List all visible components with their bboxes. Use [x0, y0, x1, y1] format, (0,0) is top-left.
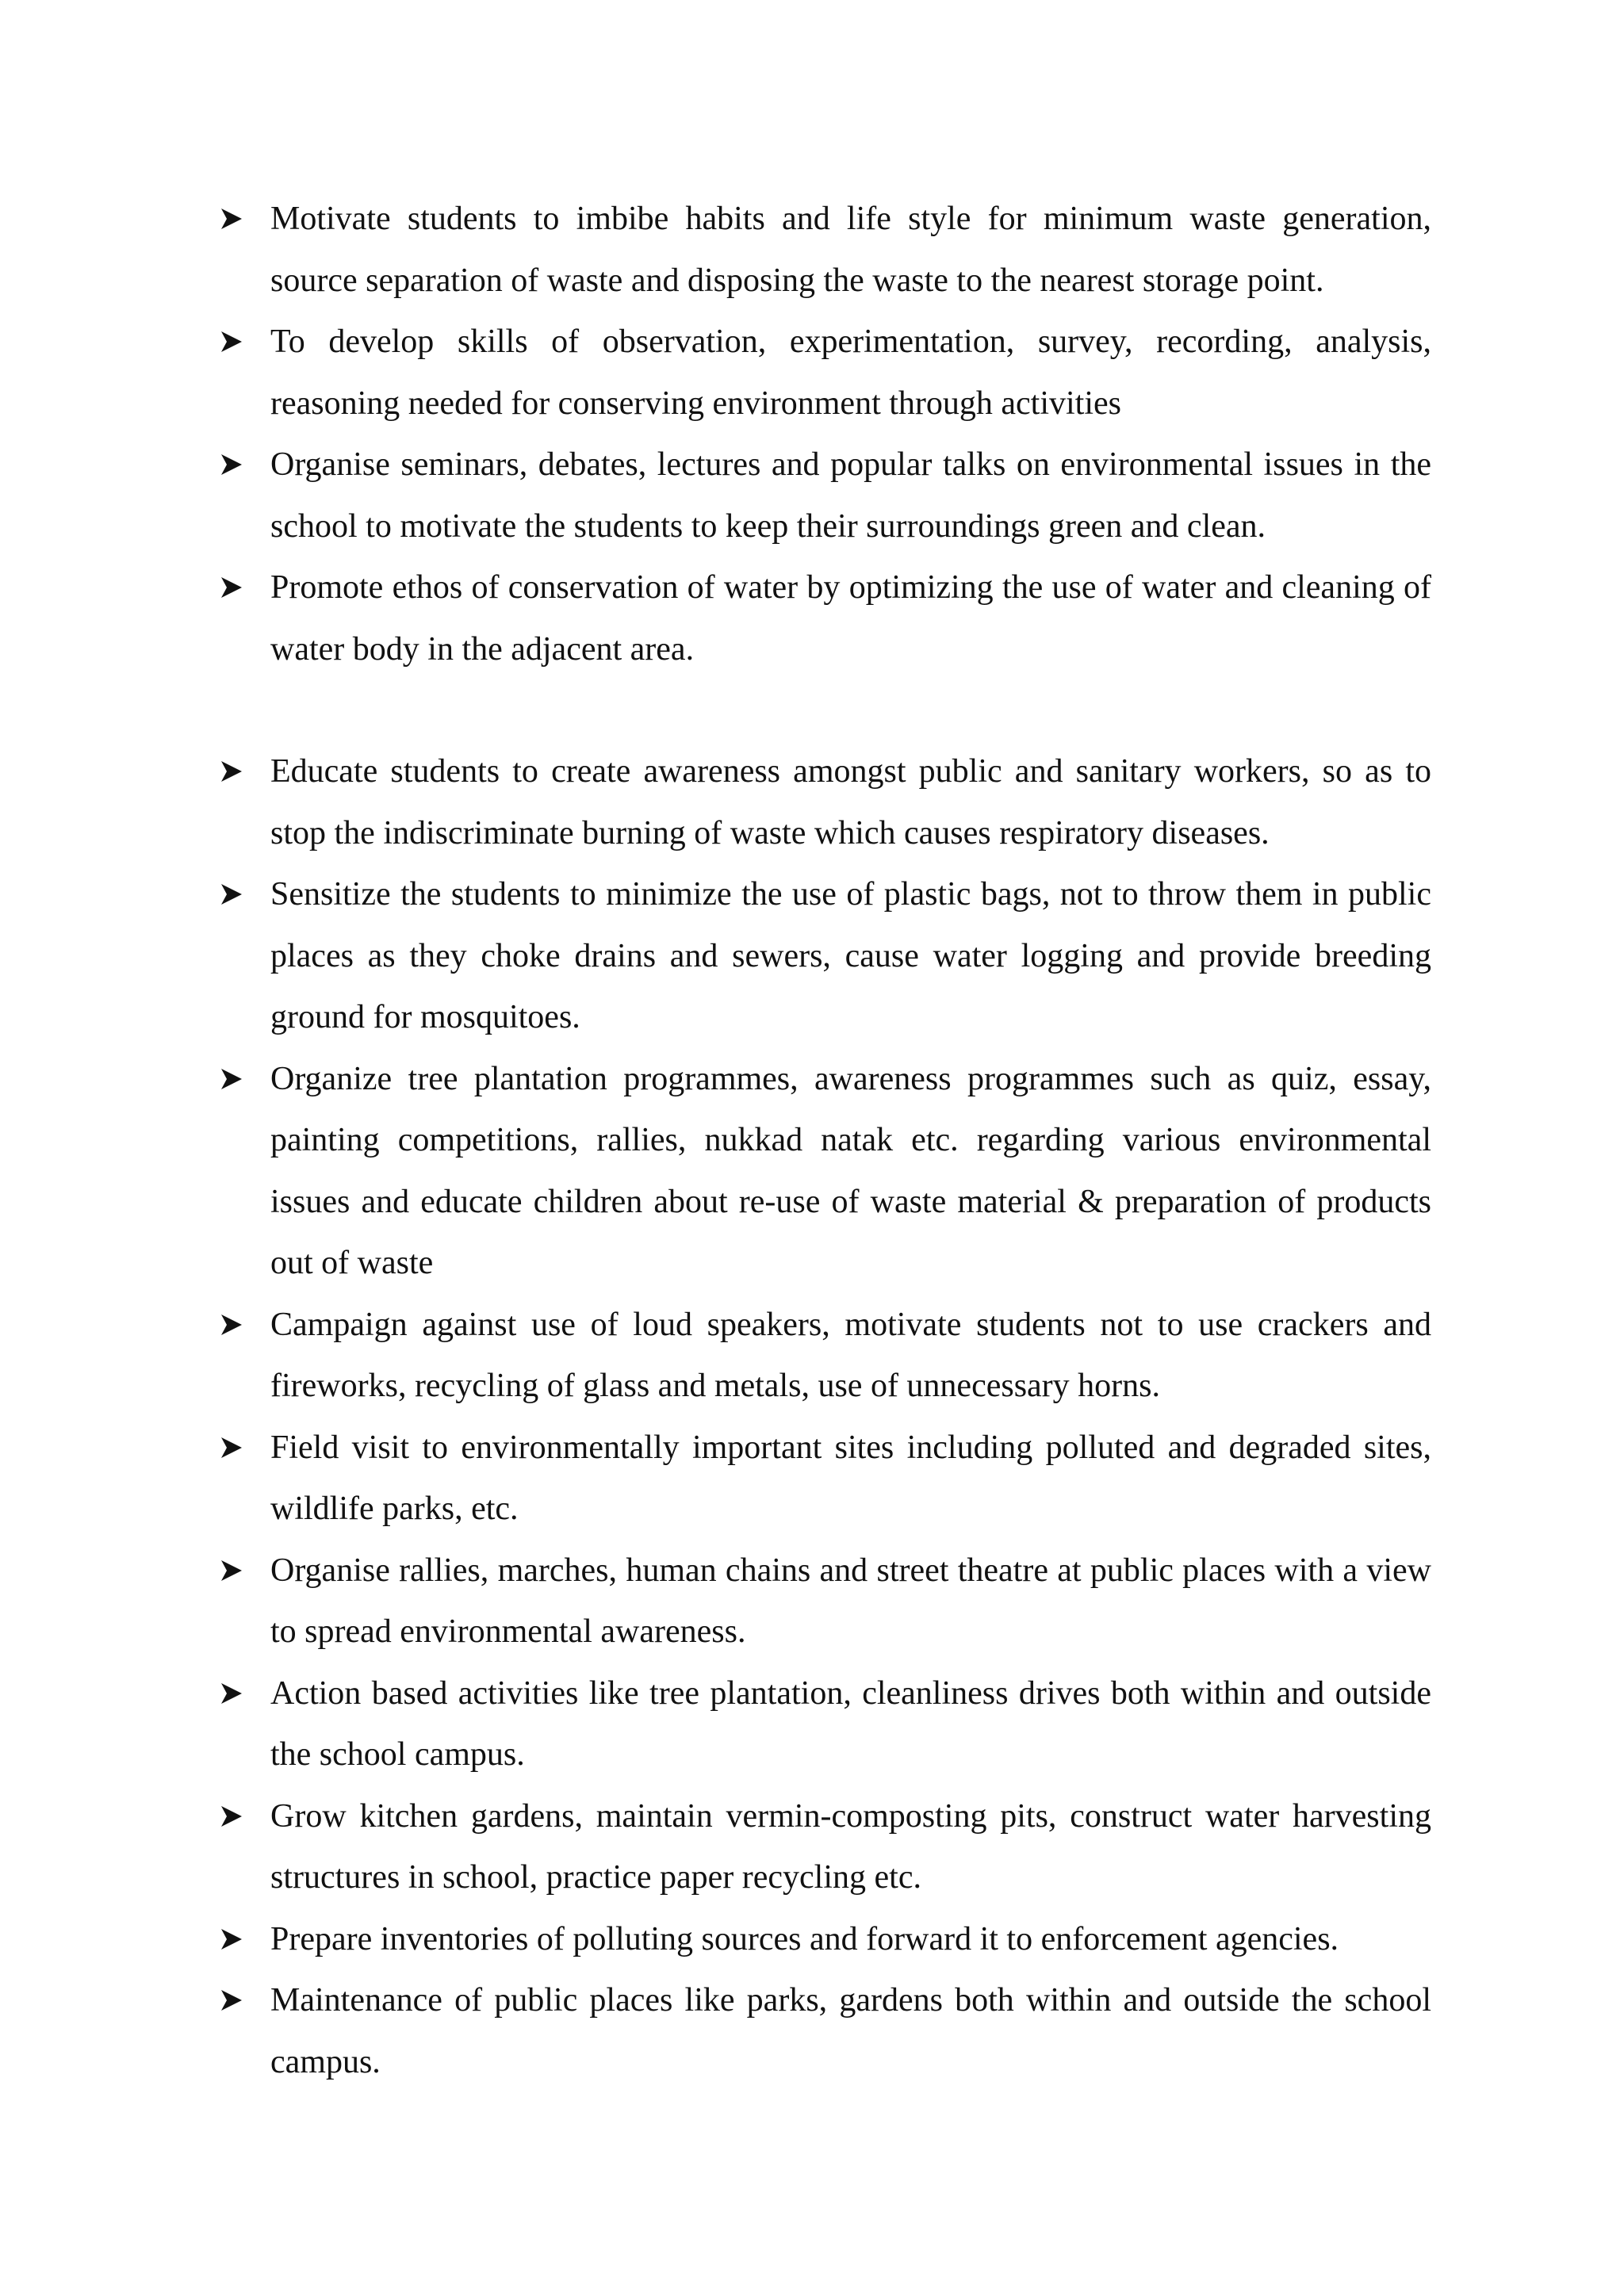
arrowhead-bullet-icon — [220, 207, 243, 231]
arrowhead-bullet-icon — [220, 1927, 243, 1951]
list-item — [218, 864, 1431, 1049]
bullet-text: Maintenance of public places like parks, gardens both within and outside the school campus. — [270, 1982, 1431, 2080]
bullet-text: Motivate students to imbibe habits and life style for minimum waste generation, source separation of waste and disposing the waste to the nearest storage point. — [270, 201, 1431, 299]
list-item — [218, 557, 1431, 680]
list-item — [218, 1049, 1431, 1295]
bullet-text: Prepare inventories of polluting sources and forward it to enforcement agencies. — [270, 1920, 1339, 1957]
list-item — [218, 1970, 1431, 2093]
arrowhead-bullet-icon — [220, 330, 243, 354]
bullet-text: Campaign against use of loud speakers, motivate students not to use crackers and fireworks, recycling of glass and metals, use of unnecessary horns. — [270, 1306, 1431, 1404]
list-item — [218, 1295, 1431, 1418]
bullet-text: Sensitize the students to minimize the use of plastic bags, not to throw them in public places as they choke drains and sewers, cause water logging and provide breeding ground for mosquitoes. — [270, 876, 1431, 1035]
list-item — [218, 189, 1431, 312]
list-item — [218, 1418, 1431, 1540]
list-item — [218, 434, 1431, 557]
arrowhead-bullet-icon — [220, 1804, 243, 1828]
list-item — [218, 1540, 1431, 1663]
bullet-text: Promote ethos of conservation of water by optimizing the use of water and cleaning of water body in the adjacent area. — [270, 569, 1431, 668]
bullet-text: Field visit to environmentally important sites including polluted and degraded sites, wildlife parks, etc. — [270, 1429, 1431, 1527]
bullet-text: Action based activities like tree plantation, cleanliness drives both within and outside the school campus. — [270, 1674, 1431, 1773]
list-item — [218, 741, 1431, 864]
arrowhead-bullet-icon — [220, 1682, 243, 1705]
arrowhead-bullet-icon — [220, 1988, 243, 2012]
bullet-text: To develop skills of observation, experimentation, survey, recording, analysis, reasoning needed for conserving environment through activities — [270, 323, 1431, 422]
arrowhead-bullet-icon — [220, 1559, 243, 1582]
arrowhead-bullet-icon — [220, 1313, 243, 1337]
list-item — [218, 1663, 1431, 1786]
arrowhead-bullet-icon — [220, 1067, 243, 1091]
list-item — [218, 1786, 1431, 1909]
arrowhead-bullet-icon — [220, 1436, 243, 1460]
arrowhead-bullet-icon — [220, 760, 243, 783]
bullet-text: Organize tree plantation programmes, awareness programmes such as quiz, essay, painting competitions, rallies, nukkad natak etc. regarding various environmental issues and educate children about re-use of waste material & preparation of products out of waste — [270, 1060, 1431, 1281]
bullet-list — [218, 189, 1431, 2093]
arrowhead-bullet-icon — [220, 453, 243, 476]
bullet-text: Educate students to create awareness amongst public and sanitary workers, so as to stop the indiscriminate burning of waste which causes respiratory diseases. — [270, 753, 1431, 851]
bullet-text: Organise rallies, marches, human chains and street theatre at public places with a view to spread environmental awareness. — [270, 1552, 1431, 1650]
bullet-text: Organise seminars, debates, lectures and popular talks on environmental issues in the school to motivate the students to keep their surroundings green and clean. — [270, 446, 1431, 545]
list-item — [218, 312, 1431, 434]
bullet-text: Grow kitchen gardens, maintain vermin-composting pits, construct water harvesting structures in school, practice paper recycling etc. — [270, 1797, 1431, 1896]
list-item — [218, 1909, 1431, 1971]
arrowhead-bullet-icon — [220, 882, 243, 906]
arrowhead-bullet-icon — [220, 576, 243, 599]
